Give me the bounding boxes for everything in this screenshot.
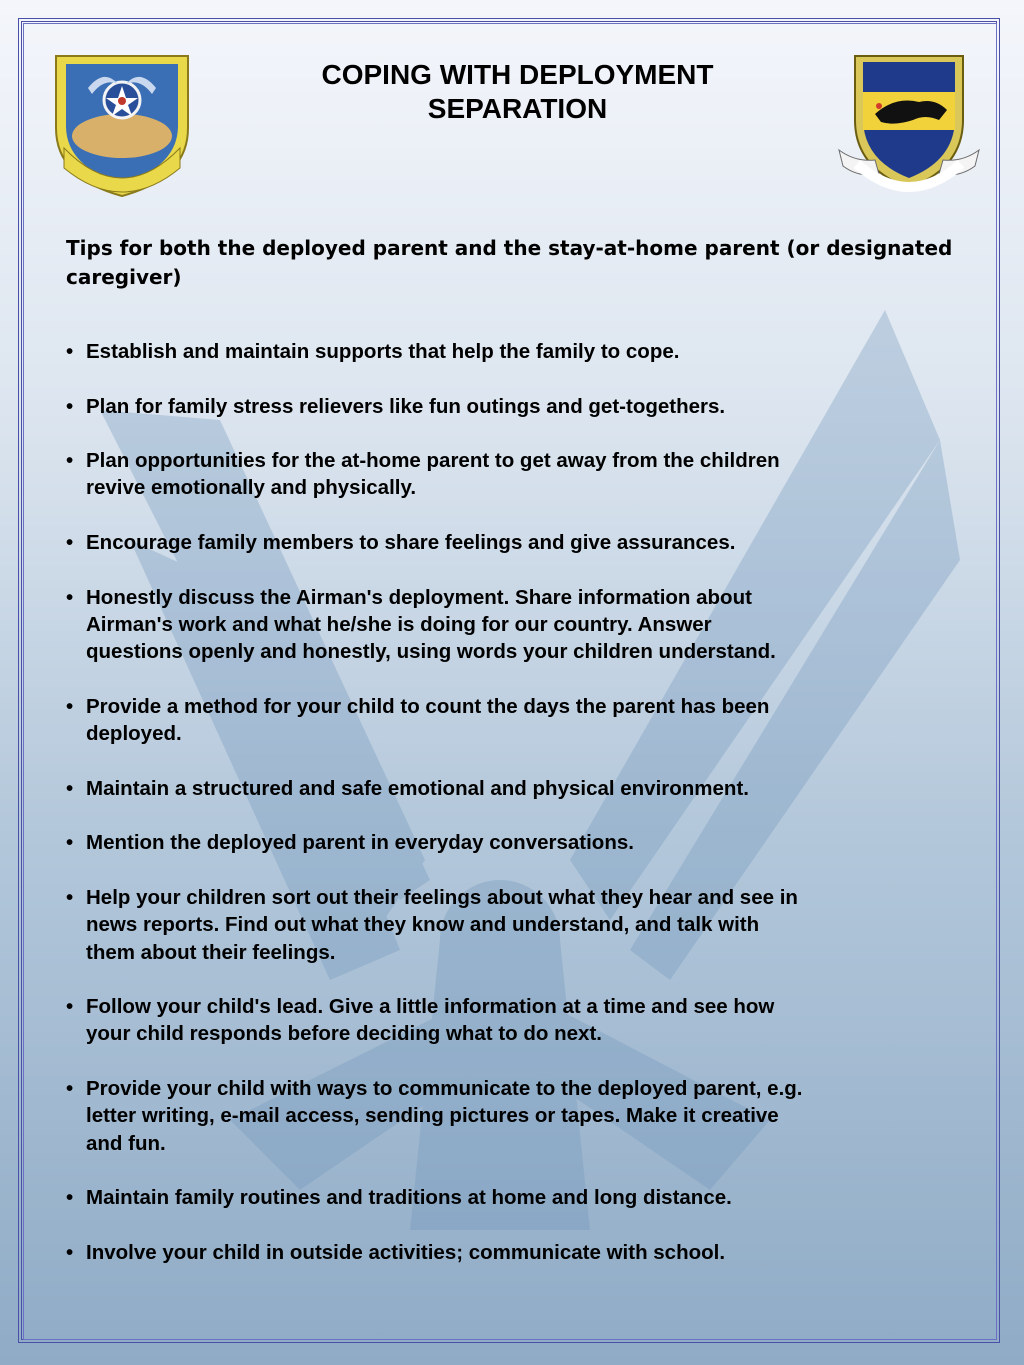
tip-text-line: Plan opportunities for the at-home parent to get away from the children: [86, 449, 780, 473]
tip-item: [66, 829, 946, 856]
subtitle: [66, 234, 976, 292]
page-title-line: SEPARATION: [427, 93, 608, 124]
bullet-icon: •: [66, 995, 74, 1019]
page-title: [270, 58, 765, 126]
tip-item: [66, 584, 946, 666]
bullet-icon: •: [66, 776, 74, 800]
tip-text-line: questions openly and honestly, using words your children understand.: [86, 640, 776, 664]
tip-text-line: Honestly discuss the Airman's deployment. Share information about: [86, 585, 752, 609]
tip-text-line: revive emotionally and physically.: [86, 476, 417, 500]
tip-text-line: Follow your child's lead. Give a little information at a time and see how: [86, 995, 775, 1019]
tip-text-line: and fun.: [86, 1131, 166, 1155]
tips-list: [66, 338, 946, 1293]
bullet-icon: •: [66, 585, 74, 609]
tip-text-line: Mention the deployed parent in everyday conversations.: [86, 831, 634, 855]
tip-item: [66, 884, 946, 966]
bullet-icon: •: [66, 1077, 74, 1101]
bullet-icon: •: [66, 1240, 74, 1264]
bullet-icon: •: [66, 831, 74, 855]
tip-text-line: Maintain family routines and traditions at home and long distance.: [86, 1186, 732, 1210]
tip-text-line: deployed.: [86, 722, 182, 746]
tip-text-line: them about their feelings.: [86, 940, 336, 964]
bullet-icon: •: [66, 1186, 74, 1210]
bullet-icon: •: [66, 694, 74, 718]
bullet-icon: •: [66, 449, 74, 473]
tip-text-line: Plan for family stress relievers like fun outings and get-togethers.: [86, 394, 726, 418]
tip-item: [66, 1075, 946, 1157]
tip-item: [66, 993, 946, 1048]
subtitle-line: Tips for both the deployed parent and the stay-at-home parent (or designated: [66, 236, 953, 260]
tip-item: [66, 1184, 946, 1211]
tip-item: [66, 693, 946, 748]
tip-item: [66, 338, 946, 365]
tip-text-line: Encourage family members to share feelings and give assurances.: [86, 531, 736, 555]
tip-text-line: news reports. Find out what they know and understand, and talk with: [86, 913, 760, 937]
tip-text-line: your child responds before deciding what to do next.: [86, 1022, 602, 1046]
tip-text-line: letter writing, e-mail access, sending pictures or tapes. Make it creative: [86, 1104, 779, 1128]
tip-text-line: Help your children sort out their feelings about what they hear and see in: [86, 885, 798, 909]
subtitle-line: caregiver): [66, 265, 182, 289]
tip-text-line: Provide your child with ways to communicate to the deployed parent, e.g.: [86, 1077, 803, 1101]
tip-item: [66, 447, 946, 502]
tip-item: [66, 775, 946, 802]
bullet-icon: •: [66, 531, 74, 555]
bullet-icon: •: [66, 885, 74, 909]
tip-item: [66, 529, 946, 556]
tip-text-line: Establish and maintain supports that help the family to cope.: [86, 340, 680, 363]
tip-text-line: Airman's work and what he/she is doing for our country. Answer: [86, 612, 712, 636]
tip-item: [66, 393, 946, 420]
tip-text-line: Provide a method for your child to count the days the parent has been: [86, 694, 770, 718]
uscentaf-shield-emblem-icon: [48, 48, 196, 198]
tip-item: [66, 1239, 946, 1266]
332d-aew-shield-emblem-icon: [835, 50, 983, 198]
bullet-icon: •: [66, 394, 74, 418]
tip-text-line: Involve your child in outside activities; communicate with school.: [86, 1240, 726, 1264]
page-title-line: COPING WITH DEPLOYMENT: [321, 59, 714, 90]
bullet-icon: •: [66, 340, 74, 363]
tip-text-line: Maintain a structured and safe emotional and physical environment.: [86, 776, 749, 800]
